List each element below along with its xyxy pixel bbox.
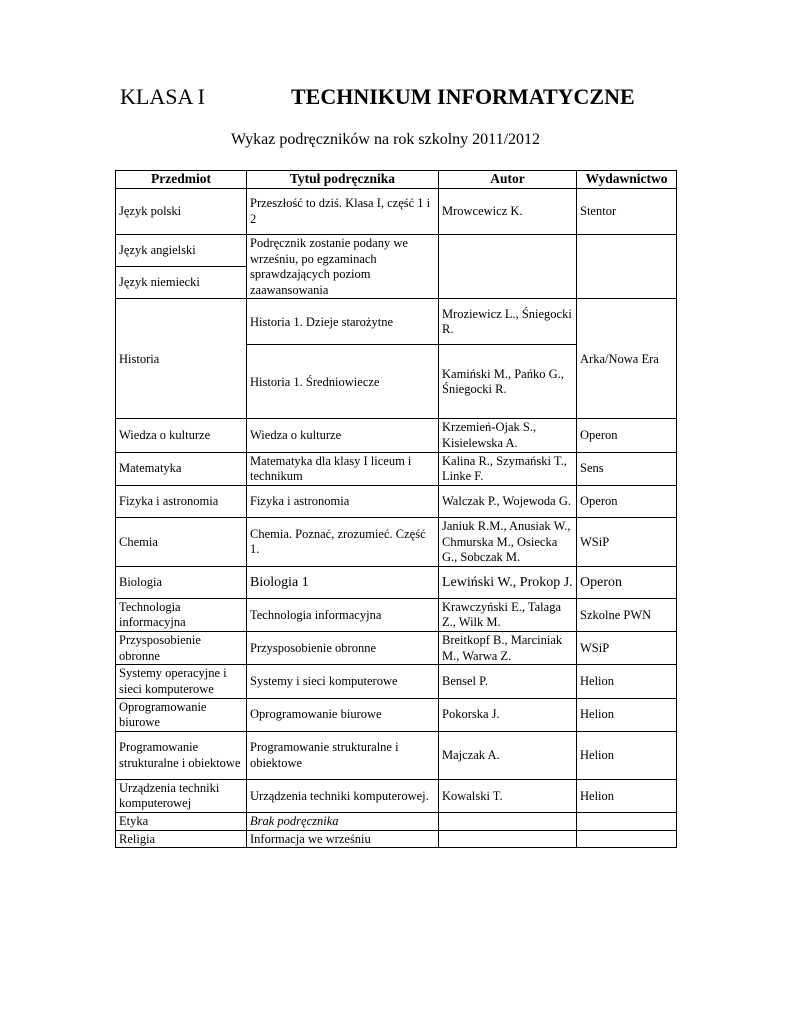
cell-publisher: Sens <box>577 452 677 485</box>
cell-author <box>439 830 577 848</box>
cell-author <box>439 813 577 831</box>
cell-publisher: Operon <box>577 485 677 517</box>
cell-publisher: WSiP <box>577 632 677 665</box>
cell-title: Przysposobienie obronne <box>247 632 439 665</box>
column-header-subject: Przedmiot <box>116 171 247 189</box>
cell-publisher: Stentor <box>577 188 677 234</box>
cell-title: Matematyka dla klasy I liceum i technikum <box>247 452 439 485</box>
textbook-table <box>115 170 677 848</box>
table-row <box>116 830 677 848</box>
cell-author: Walczak P., Wojewoda G. <box>439 485 577 517</box>
table-row <box>116 517 677 566</box>
cell-author: Mrowcewicz K. <box>439 188 577 234</box>
table-row <box>116 779 677 812</box>
cell-author: Kamiński M., Pańko G., Śniegocki R. <box>439 345 577 419</box>
cell-publisher: Helion <box>577 698 677 731</box>
cell-author: Pokorska J. <box>439 698 577 731</box>
column-header-publisher: Wydawnictwo <box>577 171 677 189</box>
cell-subject: Etyka <box>116 813 247 831</box>
cell-subject: Język polski <box>116 188 247 234</box>
cell-subject: Język niemiecki <box>116 267 247 299</box>
cell-author: Lewiński W., Prokop J. <box>439 566 577 598</box>
cell-subject: Historia <box>116 299 247 419</box>
table-row <box>116 598 677 631</box>
cell-publisher: Helion <box>577 731 677 779</box>
cell-publisher <box>577 234 677 299</box>
cell-subject: Technologia informacyjna <box>116 598 247 631</box>
cell-title: Historia 1. Średniowiecze <box>247 345 439 419</box>
class-label: KLASA I <box>120 84 205 109</box>
cell-subject: Matematyka <box>116 452 247 485</box>
cell-title: Podręcznik zostanie podany we wrześniu, po egzaminach sprawdzających poziom zaawansowania <box>247 234 439 299</box>
table-row <box>116 632 677 665</box>
cell-title: Systemy i sieci komputerowe <box>247 665 439 698</box>
table-header-row <box>116 171 677 189</box>
cell-author: Majczak A. <box>439 731 577 779</box>
cell-title: Brak podręcznika <box>247 813 439 831</box>
cell-publisher: Helion <box>577 665 677 698</box>
cell-title: Informacja we wrześniu <box>247 830 439 848</box>
cell-title: Fizyka i astronomia <box>247 485 439 517</box>
cell-publisher: Arka/Nowa Era <box>577 299 677 419</box>
cell-author: Kalina R., Szymański T., Linke F. <box>439 452 577 485</box>
table-row <box>116 299 677 345</box>
cell-subject: Chemia <box>116 517 247 566</box>
cell-subject: Systemy operacyjne i sieci komputerowe <box>116 665 247 698</box>
table-row <box>116 452 677 485</box>
cell-author: Mroziewicz L., Śniegocki R. <box>439 299 577 345</box>
cell-author: Janiuk R.M., Anusiak W., Chmurska M., Osiecka G., Sobczak M. <box>439 517 577 566</box>
cell-subject: Oprogramowanie biurowe <box>116 698 247 731</box>
cell-publisher: Helion <box>577 779 677 812</box>
cell-author: Bensel P. <box>439 665 577 698</box>
table-row <box>116 188 677 234</box>
cell-subject: Urządzenia techniki komputerowej <box>116 779 247 812</box>
cell-publisher: Szkolne PWN <box>577 598 677 631</box>
cell-publisher: Operon <box>577 566 677 598</box>
cell-publisher <box>577 830 677 848</box>
document-subtitle: Wykaz podręczników na rok szkolny 2011/2012 <box>231 131 541 148</box>
cell-title: Przeszłość to dziś. Klasa I, część 1 i 2 <box>247 188 439 234</box>
column-header-title: Tytuł podręcznika <box>247 171 439 189</box>
cell-title: Historia 1. Dzieje starożytne <box>247 299 439 345</box>
table-row <box>116 813 677 831</box>
column-header-author: Autor <box>439 171 577 189</box>
cell-title: Oprogramowanie biurowe <box>247 698 439 731</box>
cell-author: Krzemień-Ojak S., Kisielewska A. <box>439 419 577 452</box>
cell-title: Technologia informacyjna <box>247 598 439 631</box>
cell-author <box>439 234 577 299</box>
cell-title: Wiedza o kulturze <box>247 419 439 452</box>
cell-title: Biologia 1 <box>247 566 439 598</box>
table-row <box>116 665 677 698</box>
table-row <box>116 566 677 598</box>
cell-publisher <box>577 813 677 831</box>
table-row <box>116 419 677 452</box>
cell-subject: Język angielski <box>116 234 247 266</box>
cell-subject: Programowanie strukturalne i obiektowe <box>116 731 247 779</box>
cell-subject: Biologia <box>116 566 247 598</box>
cell-subject: Wiedza o kulturze <box>116 419 247 452</box>
cell-author: Krawczyński E., Talaga Z., Wilk M. <box>439 598 577 631</box>
cell-author: Kowalski T. <box>439 779 577 812</box>
cell-publisher: WSiP <box>577 517 677 566</box>
table-row <box>116 234 677 266</box>
cell-title: Chemia. Poznać, zrozumieć. Część 1. <box>247 517 439 566</box>
cell-author: Breitkopf B., Marciniak M., Warwa Z. <box>439 632 577 665</box>
cell-title: Programowanie strukturalne i obiektowe <box>247 731 439 779</box>
table-row <box>116 485 677 517</box>
cell-subject: Fizyka i astronomia <box>116 485 247 517</box>
table-row <box>116 698 677 731</box>
school-title: TECHNIKUM INFORMATYCZNE <box>291 84 635 109</box>
cell-subject: Przysposobienie obronne <box>116 632 247 665</box>
table-row <box>116 731 677 779</box>
cell-subject: Religia <box>116 830 247 848</box>
cell-title: Urządzenia techniki komputerowej. <box>247 779 439 812</box>
cell-publisher: Operon <box>577 419 677 452</box>
